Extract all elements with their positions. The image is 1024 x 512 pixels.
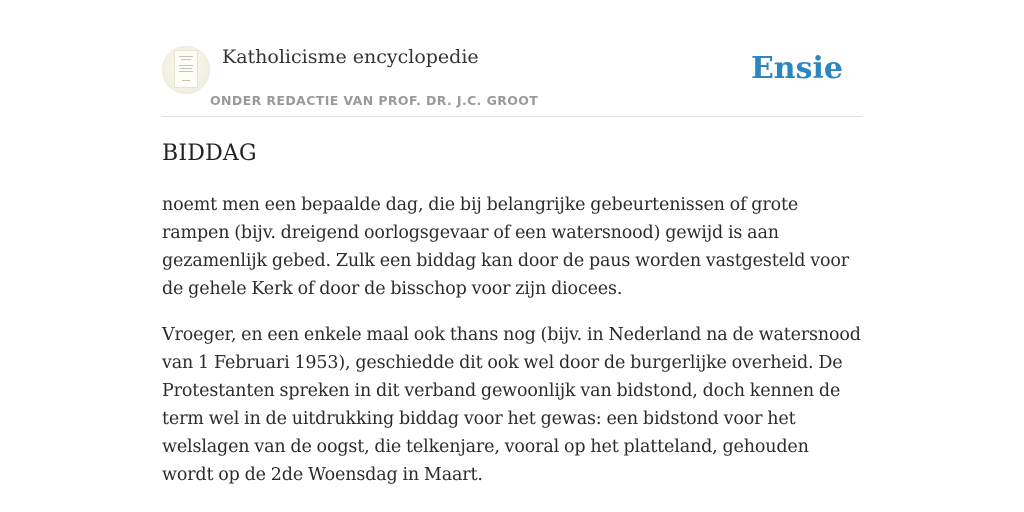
site-title[interactable]: Katholicisme encyclopedie [222,46,479,68]
header [162,40,862,117]
entry-title: BIDDAG [162,141,257,166]
ensie-logo[interactable]: Ensie [750,51,843,86]
editor-subtitle: ONDER REDACTIE VAN PROF. DR. J.C. GROOT [210,93,539,108]
article-paragraph: Vroeger, en een enkele maal ook thans nog (bijv. in Nederland na de watersnood van 1 Februari 1953), geschiedde dit ook wel door de burgerlijke overheid. De Protestanten spreken in dit verband gewoonlijk van bidstond, doch kennen de term wel in de uitdrukking biddag voor het gewas: een bidstond voor het welslagen van de oogst, die telkenjare, vooral op het platteland, gehouden wordt op de 2de Woensdag in Maart. [162,325,861,485]
article-paragraph: noemt men een bepaalde dag, die bij belangrijke gebeurtenissen of grote rampen (bijv. dreigend oorlogsgevaar of een watersnood) gewijd is aan gezamenlijk gebed. Zulk een biddag kan door de paus worden vastgesteld voor de gehele Kerk of door de bisschop voor zijn diocees. [162,195,849,299]
encyclopedia-cover-image[interactable] [162,46,210,94]
article [162,139,862,489]
book-cover-icon [175,51,197,87]
